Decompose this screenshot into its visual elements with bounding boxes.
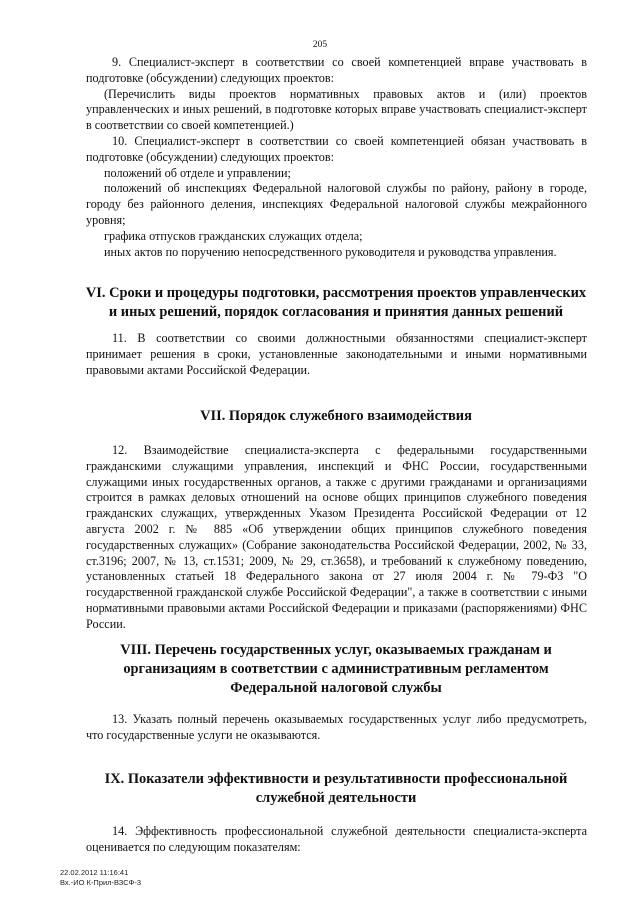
section-6-body [86, 331, 587, 378]
list-item: положений об инспекциях Федеральной налоговой службы по району, району в городе, городу без районного деления, инспекциях Федеральной налоговой службы межрайонного уровня; [86, 181, 587, 227]
document-footer [60, 868, 141, 887]
section-5-continued [86, 55, 587, 260]
paragraph-9: 9. Специалист-эксперт в соответствии со своей компетенцией вправе участвовать в подготовке (обсуждении) следующих проектов: [86, 55, 587, 85]
footer-reference: Вх.-ИО К-Прил-ВЗСФ-3 [60, 877, 142, 887]
footer-timestamp: 22.02.2012 11:16:41 [60, 868, 129, 877]
section-9-body [86, 824, 587, 856]
paragraph-13: 13. Указать полный перечень оказываемых государственных услуг либо предусмотреть, что государственные услуги не оказываются. [86, 712, 587, 742]
paragraph-10: 10. Специалист-эксперт в соответствии со своей компетенцией обязан участвовать в подготовке (обсуждении) следующих проектов: [86, 133, 587, 164]
paragraph-12: 12. Взаимодействие специалиста-эксперта с федеральными государственными гражданскими служащими управления, инспекций и ФНС России, государственными служащими иных государственных органов, а также с другими гражданами и организациями строится в рамках деловых отношений на основе общих принципов служебного поведения гражданских служащих, утвержденных Указом Президента Российской Федерации от 12 августа 2002 г. № 885 «Об утверждении общих принципов служебного поведения государственных служащих» (Собрание законодательства Российской Федерации, 2002, № 33, ст.3196; 2007, № 13, ст.1531; 2009, № 29, ст.3658), и требований к служебному поведению, установленных статьей 18 Федерального закона от 27 июля 2004 г. № 79-ФЗ "О государственной гражданской службе Российской Федерации", а также в соответствии с иными нормативными правовыми актами Российской Федерации и приказами (распоряжениями) ФНС России. [86, 443, 587, 631]
paragraph-11: 11. В соответствии со своими должностными обязанностями специалист-эксперт принимает решения в сроки, установленные законодательными и иными нормативными правовыми актами Российской Федерации. [86, 331, 587, 377]
section-8-heading: VIII. Перечень государственных услуг, оказываемых гражданам и организациям в соответствии с административным регламентом Федеральной налоговой службы [120, 642, 552, 696]
paragraph-9-note: (Перечислить виды проектов нормативных правовых актов и (или) проектов управленческих и иных решений, в подготовке которых вправе участвовать специалист-эксперт в соответствии со своей компетенцией.) [86, 86, 587, 133]
list-item: иных актов по поручению непосредственного руководителя и руководства управления. [104, 244, 557, 259]
section-9-heading: IX. Показатели эффективности и результативности профессиональной служебной деятельности [104, 771, 568, 806]
section-7-heading: VII. Порядок служебного взаимодействия [200, 408, 472, 424]
section-6-heading: VI. Сроки и процедуры подготовки, рассмотрения проектов управленческих и иных решений, порядок согласования и принятия данных решений [85, 285, 587, 320]
paragraph-14: 14. Эффективность профессиональной служебной деятельности специалиста-эксперта оценивается по следующим показателям: [86, 824, 587, 854]
page-number: 205 [312, 40, 328, 50]
section-8-body [86, 712, 587, 744]
list-item: графика отпусков гражданских служащих отдела; [104, 228, 363, 243]
list-item: положений об отделе и управлении; [104, 165, 291, 180]
section-7-body [86, 443, 587, 633]
